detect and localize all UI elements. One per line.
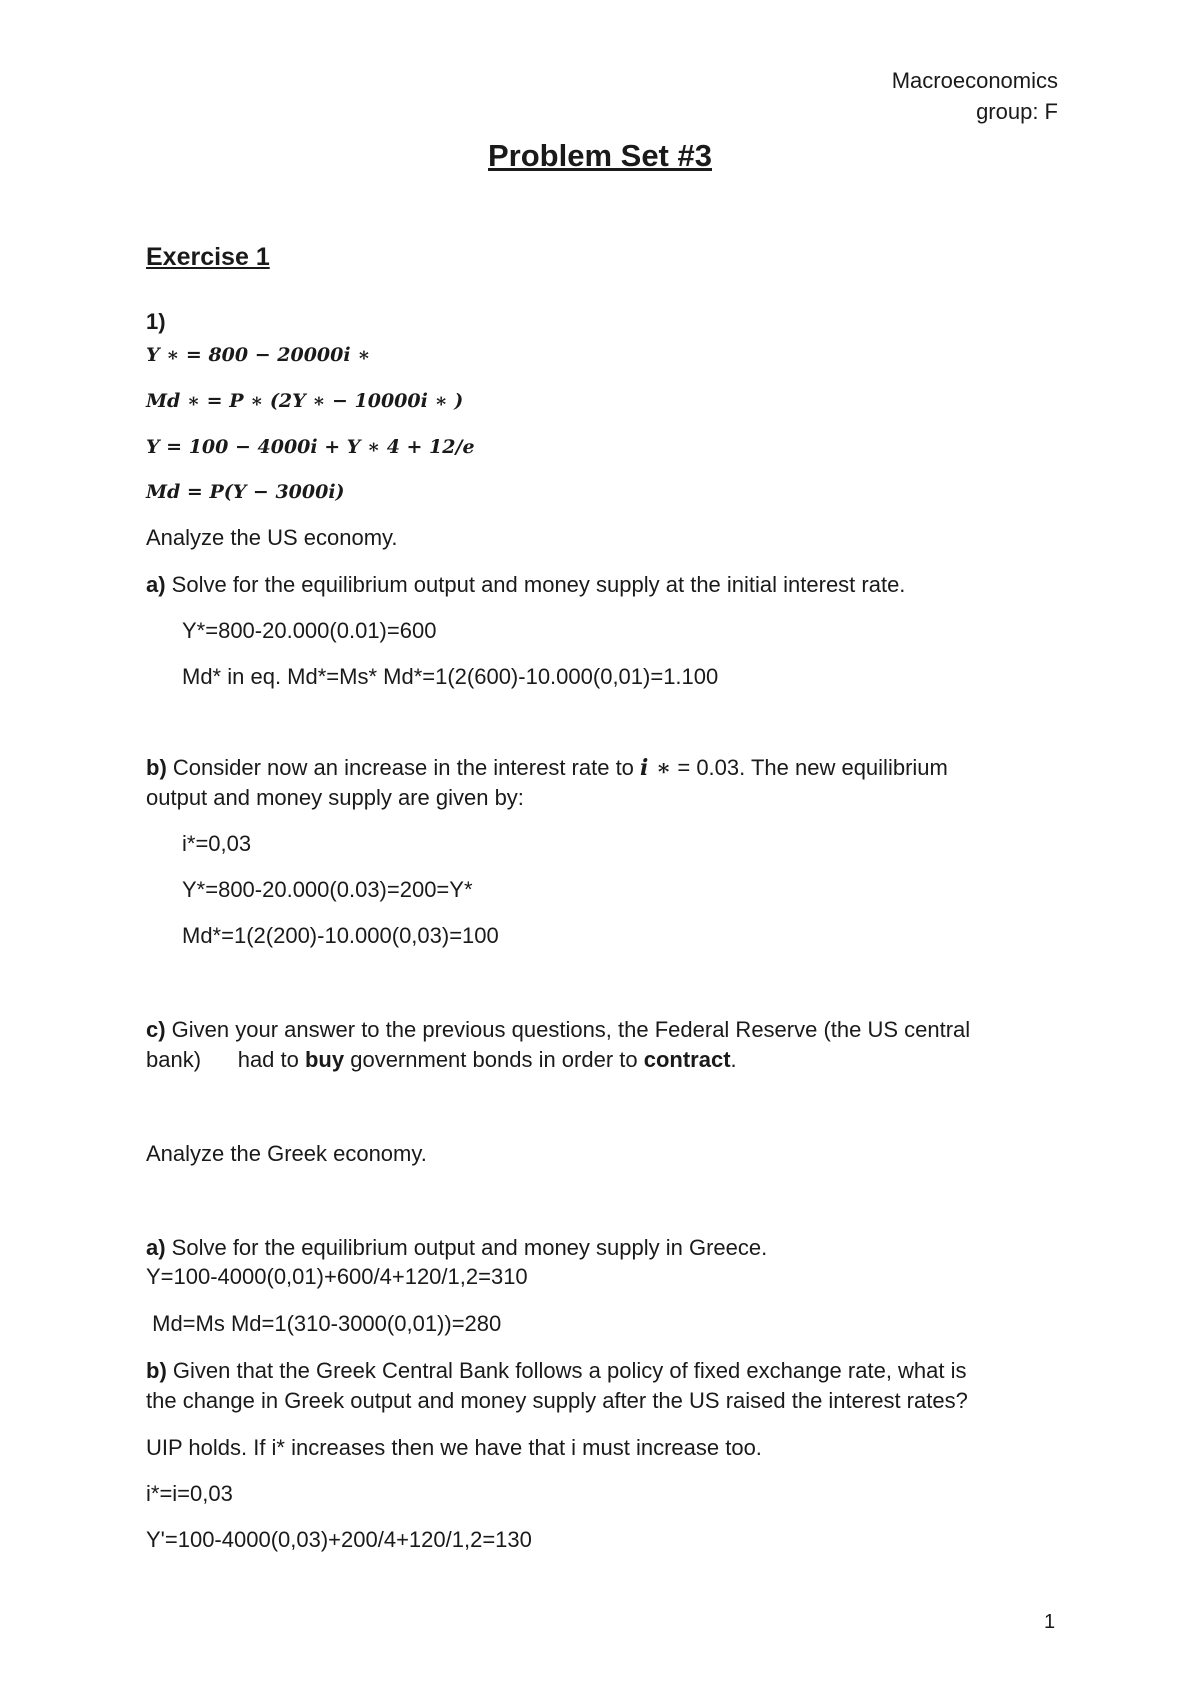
page-number: 1 <box>1044 1611 1056 1633</box>
us-question-c-line2 <box>146 1049 737 1071</box>
greece-question-b-label: b) <box>146 1358 167 1383</box>
us-question-c-text-1: Given your answer to the previous questions, the Federal Reserve (the US central <box>165 1017 971 1042</box>
us-answer-b-output: Y*=800-20.000(0.03)=200=Y* <box>182 877 473 902</box>
us-question-b-line2: output and money supply are given by: <box>146 785 524 810</box>
us-question-b-text-2: = 0.03. The new equilibrium <box>671 755 948 780</box>
us-answer-b-money: Md*=1(2(200)-10.000(0,03)=100 <box>182 923 499 948</box>
us-question-c <box>146 1019 970 1041</box>
greece-question-b <box>146 1360 967 1382</box>
us-question-c-label: c) <box>146 1017 166 1042</box>
greece-question-b-line2: the change in Greek output and money supply after the US raised the interest rates? <box>146 1388 968 1413</box>
greece-answer-b-uip: UIP holds. If i* increases then we have that i must increase too. <box>146 1435 762 1460</box>
us-answer-a-output: Y*=800-20.000(0.01)=600 <box>182 618 437 643</box>
us-intro: Analyze the US economy. <box>146 525 398 550</box>
us-question-c-text-2b: government bonds in order to <box>344 1047 644 1072</box>
greece-answer-b-output: Y'=100-4000(0,03)+200/4+120/1,2=130 <box>146 1527 532 1552</box>
us-question-b-math: i ∗ <box>640 755 672 781</box>
greece-question-a-text: Solve for the equilibrium output and money supply in Greece. <box>165 1235 768 1260</box>
greece-question-a <box>146 1237 767 1259</box>
page-title: Problem Set #3 <box>488 138 712 173</box>
us-question-b-text-1: Consider now an increase in the interest rate to <box>166 755 641 780</box>
us-question-b <box>146 757 948 779</box>
us-question-a-text: Solve for the equilibrium output and money supply at the initial interest rate. <box>165 572 906 597</box>
course-name: Macroeconomics <box>891 68 1058 93</box>
greece-answer-a-output: Y=100-4000(0,01)+600/4+120/1,2=310 <box>146 1264 528 1289</box>
greece-question-b-text-1: Given that the Greek Central Bank follows a policy of fixed exchange rate, what is <box>166 1358 967 1383</box>
group-label: group: F <box>976 99 1058 124</box>
equation-domestic-output: Y = 100 − 4000i + Y ∗ 4 + 12/e <box>146 436 475 458</box>
greece-question-a-label: a) <box>146 1235 166 1260</box>
question-number: 1) <box>146 309 166 334</box>
us-question-c-contract: contract <box>643 1047 731 1072</box>
us-question-a-label: a) <box>146 572 166 597</box>
us-question-c-buy: buy <box>304 1047 345 1072</box>
us-question-c-text-2a: bank) had to <box>146 1047 305 1072</box>
equation-foreign-money-demand: Md ∗ = P ∗ (2Y ∗ − 10000i ∗ ) <box>146 390 464 412</box>
equation-domestic-money-demand: Md = P(Y − 3000i) <box>146 481 345 503</box>
us-question-b-label: b) <box>146 755 167 780</box>
us-question-c-text-2c: . <box>730 1047 737 1072</box>
greece-answer-b-rate: i*=i=0,03 <box>146 1481 233 1506</box>
equation-foreign-output: Y ∗ = 800 − 20000i ∗ <box>146 344 371 366</box>
greece-answer-a-money: Md=Ms Md=1(310-3000(0,01))=280 <box>146 1311 502 1336</box>
exercise-heading: Exercise 1 <box>146 243 270 271</box>
us-question-a <box>146 574 905 596</box>
greece-intro: Analyze the Greek economy. <box>146 1141 427 1166</box>
us-answer-b-rate: i*=0,03 <box>182 831 252 856</box>
us-answer-a-money: Md* in eq. Md*=Ms* Md*=1(2(600)-10.000(0,01)=1.100 <box>182 664 719 689</box>
